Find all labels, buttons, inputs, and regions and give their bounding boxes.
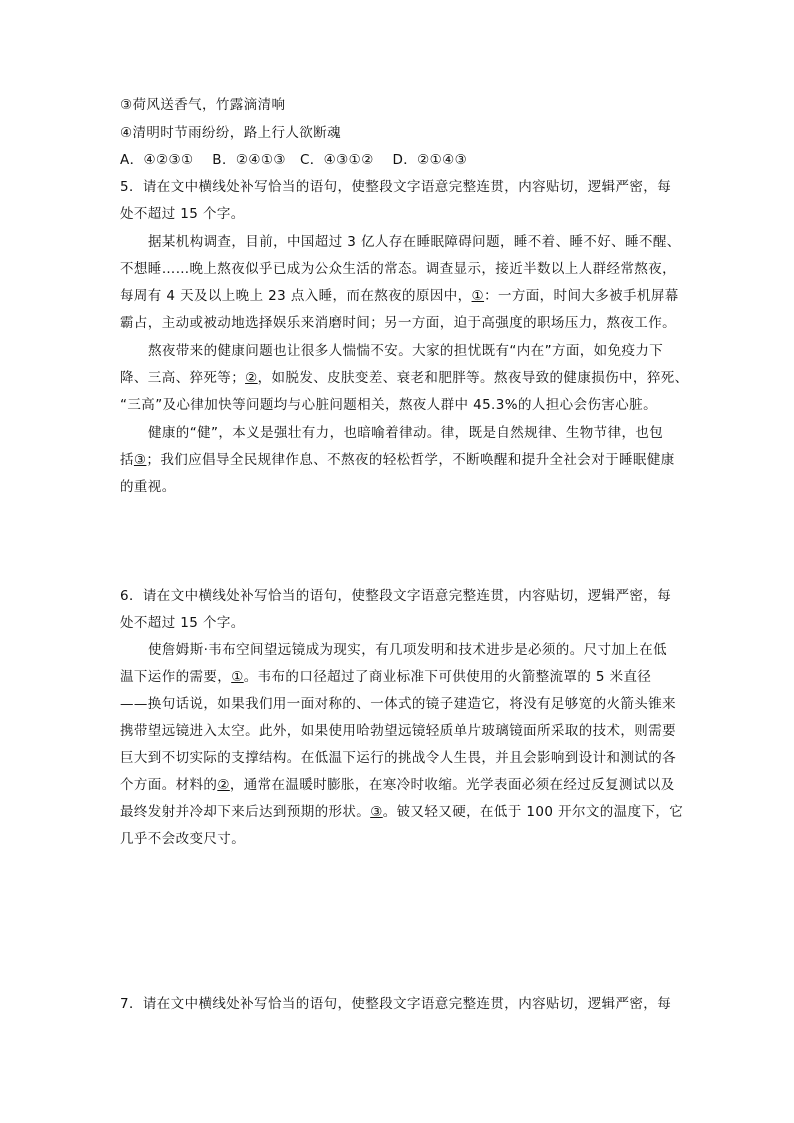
q5-p3-line: 的重视。 [120, 479, 176, 495]
q5-p2-line: “三高”及心律加快等问题均与心脏问题相关，熬夜人群中 45.3%的人担心会伤害心脏。 [120, 397, 657, 413]
q5-text: 每周有 4 天及以上晚上 23 点入睡，而在熬夜的原因中， [120, 288, 472, 304]
q6-line [120, 776, 680, 795]
q5-p2-line [120, 369, 689, 388]
q6-text: 最终发射并冷却下来后达到预期的形状。 [120, 804, 371, 820]
q6-prompt-cont: 处不超过 15 个字。 [120, 615, 245, 631]
q5-text: 降、三高、猝死等； [120, 370, 246, 386]
q6-line [120, 668, 680, 687]
blank-1: ① [471, 288, 485, 304]
q5-p1-line [120, 287, 680, 306]
q7-prompt: 7．请在文中横线处补写恰当的语句，使整段文字语意完整连贯，内容贴切，逻辑严密，每 [120, 996, 672, 1012]
blank-2: ② [245, 370, 258, 386]
q4-option-line-3: ③荷风送香气，竹露滴清响 [120, 97, 286, 113]
q5-p1-line: 不想睡……晚上熬夜似乎已成为公众生活的常态。调查显示，接近半数以上人群经常熬夜， [120, 261, 676, 277]
q6-text: 。韦布的口径超过了商业标准下可供使用的火箭整流罩的 5 米直径 [243, 669, 652, 685]
q4-option-line-4: ④清明时节雨纷纷，路上行人欲断魂 [120, 125, 342, 141]
q5-p3-line [120, 451, 680, 470]
q5-text: ；我们应倡导全民规律作息、不熬夜的轻松哲学，不断唤醒和提升全社会对于睡眠健康 [146, 452, 675, 468]
q5-p3-line: 健康的“健”，本义是强壮有力，也暗喻着律动。律，既是自然规律、生物节律，也包 [148, 425, 664, 441]
q6-text: 个方面。材料的 [120, 777, 218, 793]
q6-line: 巨大到不切实际的支撑结构。在低温下运行的挑战令人生畏，并且会影响到设计和测试的各 [120, 750, 676, 766]
q6-line: ——换句话说，如果我们用一面对称的、一体式的镜子建造它，将没有足够宽的火箭头锥来 [120, 696, 676, 712]
q6-prompt: 6．请在文中横线处补写恰当的语句，使整段文字语意完整连贯，内容贴切，逻辑严密，每 [120, 588, 672, 604]
q5-p1-line: 据某机构调查，目前，中国超过 3 亿人存在睡眠障碍问题，睡不着、睡不好、睡不醒、 [148, 234, 681, 250]
q6-line: 几乎不会改变尺寸。 [120, 831, 246, 847]
blank-3: ③ [370, 804, 383, 820]
q5-text: 括 [120, 452, 134, 468]
blank-2: ② [217, 777, 230, 793]
q6-line: 使詹姆斯·韦布空间望远镜成为现实，有几项发明和技术进步是必须的。尺寸加上在低 [148, 642, 667, 658]
q5-p1-line: 霸占，主动或被动地选择娱乐来消磨时间；另一方面，迫于高强度的职场压力，熬夜工作。 [120, 315, 676, 331]
q5-text: ，如脱发、皮肤变差、衰老和肥胖等。熬夜导致的健康损伤中，猝死、 [257, 370, 689, 386]
blank-3: ③ [133, 452, 147, 468]
q5-prompt-cont: 处不超过 15 个字。 [120, 206, 245, 222]
q6-text: ，通常在温暖时膨胀，在寒冷时收缩。光学表面必须在经过反复测试以及 [229, 777, 675, 793]
blank-1: ① [231, 669, 244, 685]
q5-p2-line: 熬夜带来的健康问题也让很多人惴惴不安。大家的担忧既有“内在”方面，如免疫力下 [148, 343, 664, 359]
q6-text: 。铍又轻又硬，在低于 100 开尔文的温度下，它 [382, 804, 684, 820]
q6-text: 温下运作的需要， [120, 669, 232, 685]
q6-line: 携带望远镜进入太空。此外，如果使用哈勃望远镜轻质单片玻璃镜面所采取的技术，则需要 [120, 723, 676, 739]
q5-text: ：一方面，时间大多被手机屏幕 [484, 288, 679, 304]
q5-prompt: 5．请在文中横线处补写恰当的语句，使整段文字语意完整连贯，内容贴切，逻辑严密，每 [120, 179, 672, 195]
q4-answer-choices: A．④②③① B．②④①③ C．④③①② D．②①④③ [120, 152, 468, 168]
q6-line [120, 803, 684, 822]
